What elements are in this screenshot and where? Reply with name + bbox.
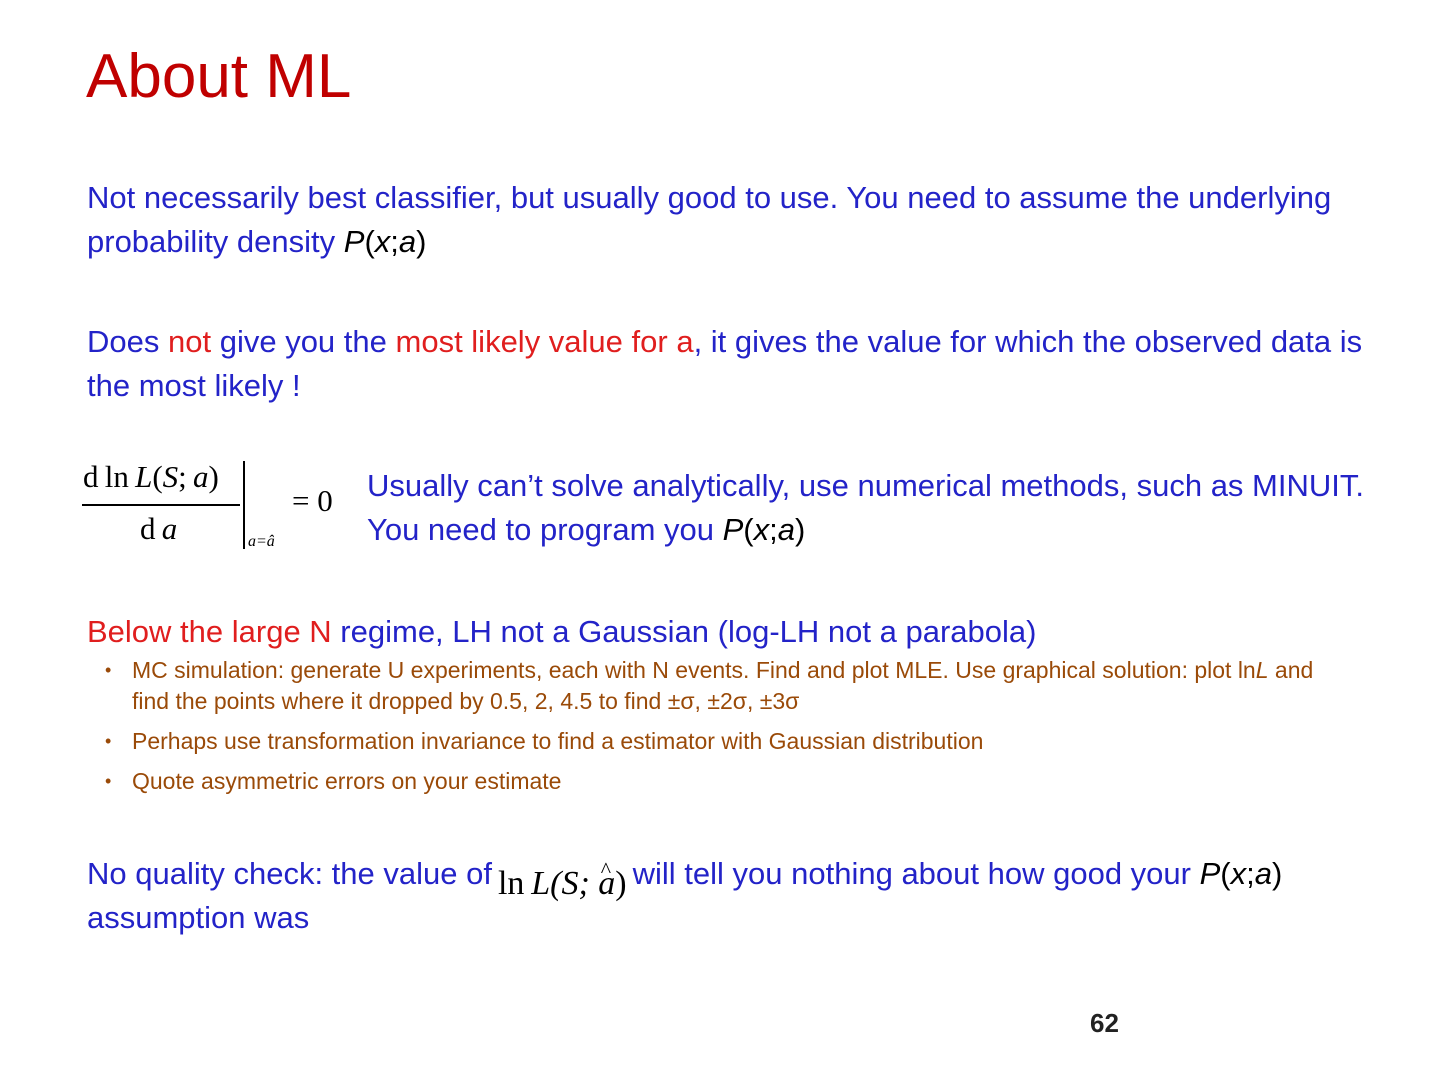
formula-denominator: d a (140, 511, 178, 546)
fraction-bar (82, 504, 240, 506)
density-notation: P(x;a) (1199, 856, 1283, 891)
evaluation-subscript: a=â (248, 533, 275, 550)
highlight-large-n: Below the large N (87, 614, 332, 649)
list-item: • MC simulation: generate U experiments, each with N events. Find and plot MLE. Use graphical solution: plot lnL and find the points where it dropped by 0.5, 2, 4.5 to find ±σ, ±2σ, ±3σ (105, 657, 1314, 714)
slide-title: About ML (86, 42, 352, 111)
density-notation: P(x;a) (722, 512, 806, 547)
bullet-icon: • (105, 731, 112, 751)
list-item: • Quote asymmetric errors on your estimate (103, 766, 1353, 797)
density-notation: P(x;a) (343, 224, 427, 259)
paragraph-text: Not necessarily best classifier, but usually good to use. You need to assume the underlying probability density (87, 180, 1332, 259)
evaluation-bar (243, 461, 245, 549)
list-item: • Perhaps use transformation invariance to find a estimator with Gaussian distribution (103, 726, 1353, 757)
paragraph-most-likely: Does not give you the most likely value for a, it gives the value for which the observed data is the most likely ! (87, 324, 1363, 403)
highlight-not: not (167, 324, 212, 359)
equals-zero: = 0 (292, 483, 333, 518)
highlight-most-likely: most likely value for a (395, 324, 694, 359)
paragraph-quality-check: No quality check: the value of ln L(S; ^ a) will tell you nothing about how good your P(x;a) assumption was (87, 852, 1387, 940)
bullet-icon: • (105, 771, 112, 791)
paragraph-numerical-methods: Usually can’t solve analytically, use numerical methods, such as MINUIT. You need to program you P(x;a) (367, 468, 1364, 547)
likelihood-derivative-formula (80, 455, 365, 560)
bullet-icon: • (105, 660, 112, 680)
page-number: 62 (1090, 1008, 1119, 1038)
log-likelihood-formula: ln L(S; ^ a) (498, 862, 627, 906)
formula-numerator: d ln L(S; a) (83, 459, 219, 494)
bullet-list (103, 655, 1353, 806)
paragraph-large-n: Below the large N regime, LH not a Gaussian (log-LH not a parabola) (87, 614, 1037, 649)
paragraph-ml-classifier (87, 176, 1387, 264)
